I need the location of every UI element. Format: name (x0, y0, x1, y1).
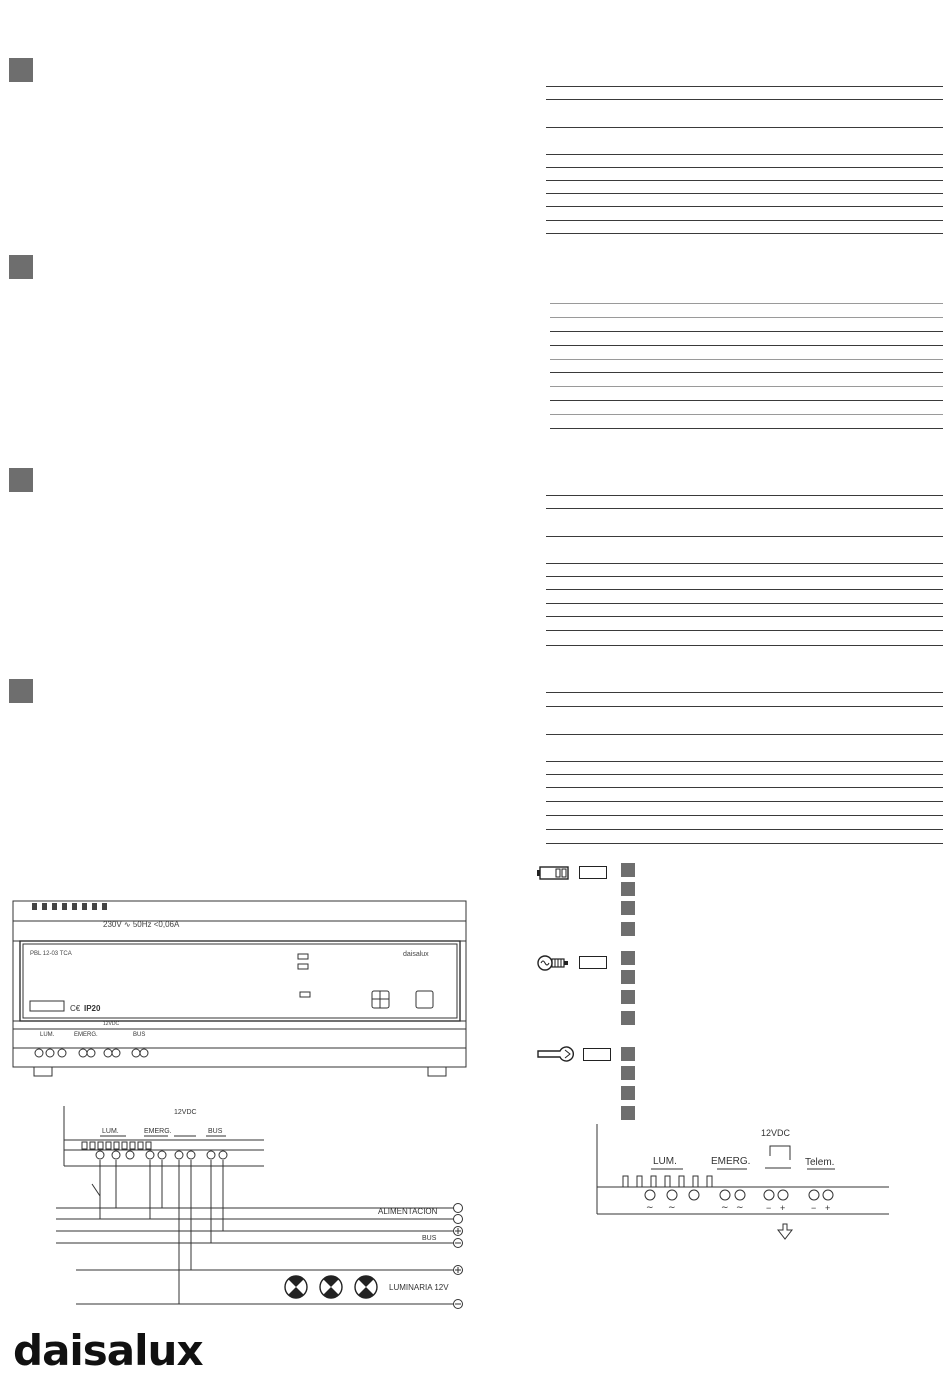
legend-square (621, 1066, 635, 1080)
wrench-icon (536, 1045, 574, 1063)
wiring-diagram (56, 1104, 468, 1316)
battery-indicator-box (579, 866, 607, 879)
legend-square (621, 951, 635, 965)
label-luminaria: LUMINARIA 12V (389, 1283, 449, 1292)
svg-text:∼: ∼ (721, 1202, 729, 1212)
device-front-view (12, 895, 468, 1080)
legend-square (621, 1106, 635, 1120)
svg-text:∼: ∼ (646, 1202, 654, 1212)
lamp-symbols (285, 1276, 377, 1299)
legend-square (621, 1047, 635, 1061)
legend-square (621, 1011, 635, 1025)
legend-square (621, 1086, 635, 1100)
device-term-12vdc: 12VDC (103, 1021, 120, 1027)
section-marker-3 (9, 468, 33, 492)
detail-telem: Telem. (805, 1157, 835, 1168)
battery-icon (537, 865, 571, 881)
legend-square (621, 882, 635, 896)
device-rating: 230V ∿ 50Hz <0,06A (103, 920, 180, 929)
section-marker-2 (9, 255, 33, 279)
wiring-term-lum: LUM. (102, 1128, 119, 1135)
device-model: PBL 12-03 TCA (30, 951, 72, 957)
company-logo: daisalux (13, 1326, 203, 1375)
label-alimentacion: ALIMENTACION (378, 1207, 438, 1216)
device-term-bus: BUS (133, 1032, 146, 1038)
lamp-indicator-box (579, 956, 607, 969)
legend-square (621, 922, 635, 936)
svg-text:+: + (780, 1203, 786, 1213)
lamp-icon (536, 954, 572, 972)
wiring-term-emerg: EMERG. (144, 1128, 172, 1135)
detail-emerg: EMERG. (711, 1156, 751, 1167)
detail-lum: LUM. (653, 1156, 677, 1167)
device-brand-badge: daisalux (403, 951, 429, 958)
legend-square (621, 863, 635, 877)
svg-text:+: + (825, 1203, 831, 1213)
legend-square (621, 901, 635, 915)
section-marker-4 (9, 679, 33, 703)
svg-text:∼: ∼ (668, 1202, 676, 1212)
wiring-term-12vdc: 12VDC (174, 1109, 197, 1116)
ce-mark: C€ (70, 1004, 81, 1013)
detail-12vdc: 12VDC (761, 1128, 791, 1138)
device-term-lum: LUM. (40, 1032, 55, 1038)
svg-text:−: − (811, 1203, 817, 1213)
wrench-indicator-box (583, 1048, 611, 1061)
device-term-emerg: EMERG. (74, 1032, 98, 1038)
terminal-block-detail (595, 1122, 891, 1250)
svg-text:∼: ∼ (736, 1202, 744, 1212)
legend-square (621, 970, 635, 984)
label-bus: BUS (422, 1235, 437, 1242)
section-marker-1 (9, 58, 33, 82)
svg-text:−: − (766, 1203, 772, 1213)
legend-square (621, 990, 635, 1004)
ip-rating: IP20 (84, 1004, 101, 1013)
wiring-term-bus: BUS (208, 1128, 223, 1135)
